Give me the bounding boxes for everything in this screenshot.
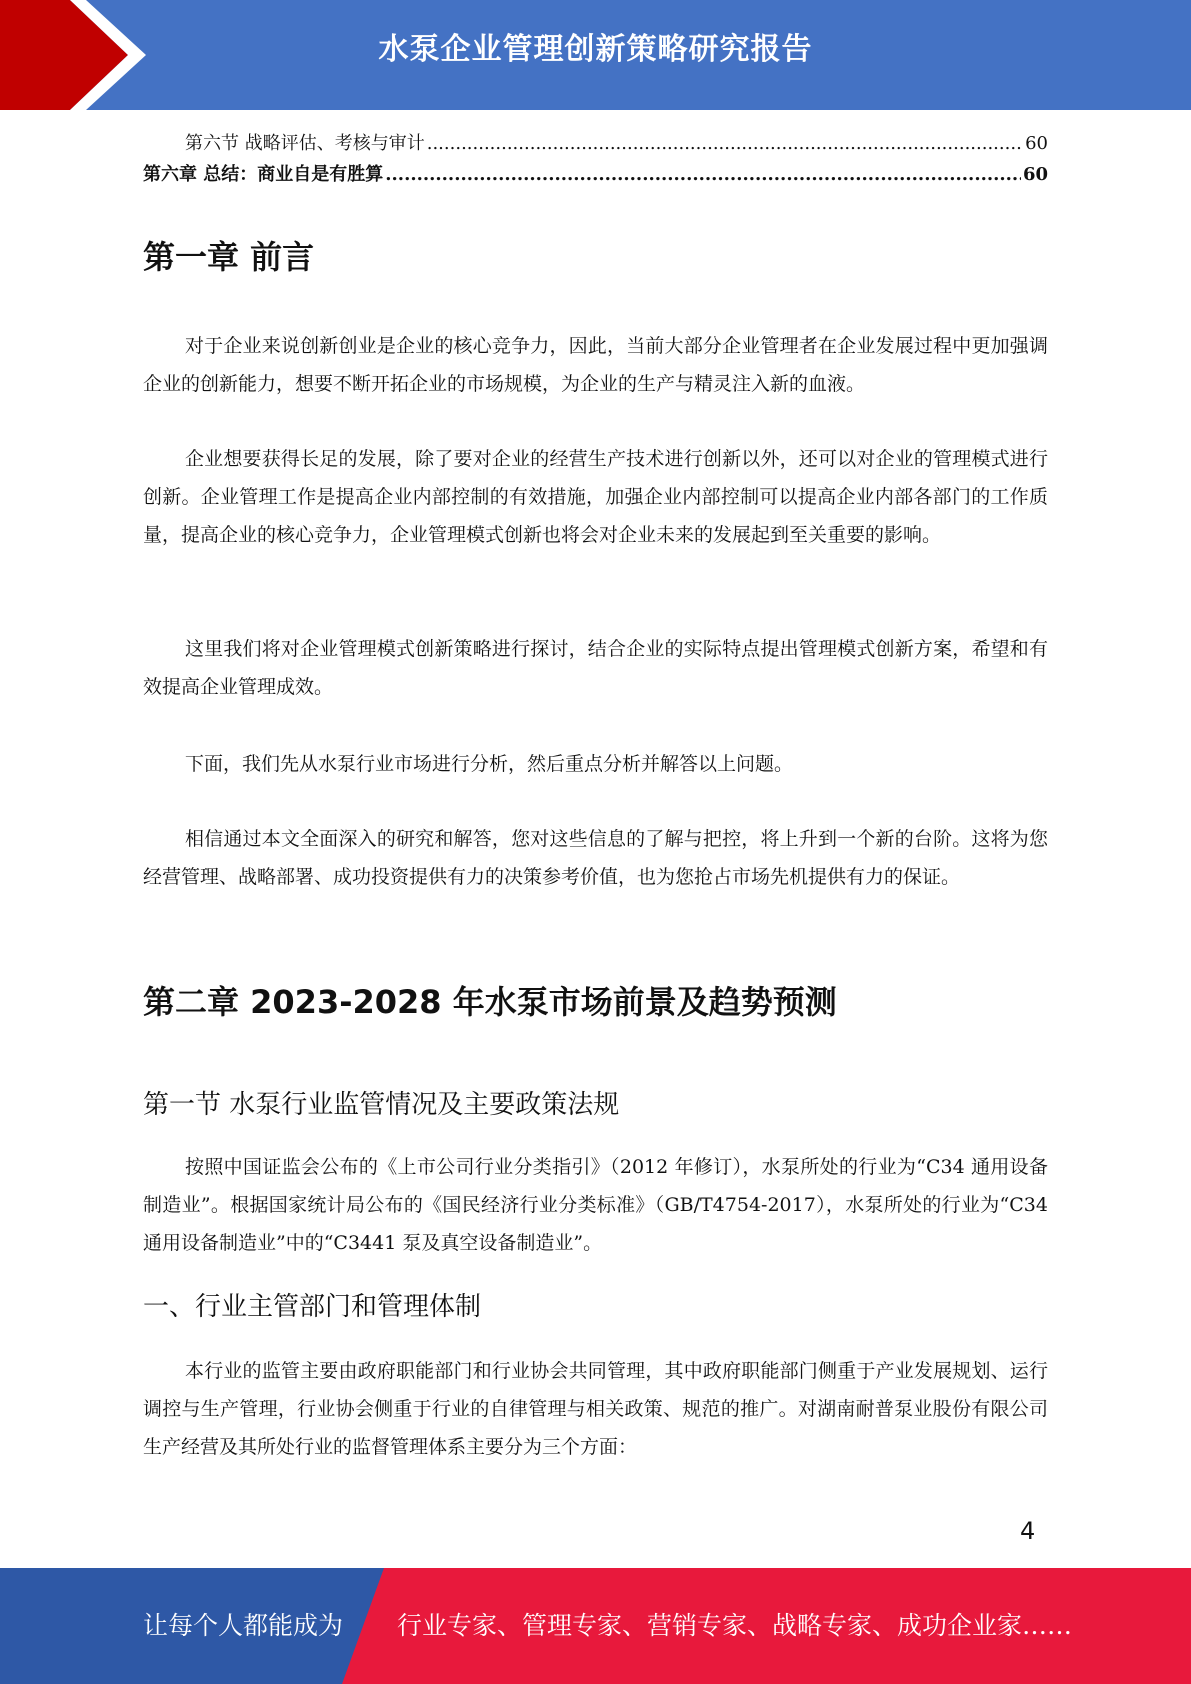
chapter-1-heading: 第一章 前言 xyxy=(143,238,315,276)
paragraph: 下面，我们先从水泵行业市场进行分析，然后重点分析并解答以上问题。 xyxy=(185,753,794,775)
header-title: 水泵企业管理创新策略研究报告 xyxy=(378,32,813,67)
toc-entry[interactable] xyxy=(143,159,1048,190)
section-heading: 第一节 水泵行业监管情况及主要政策法规 xyxy=(143,1090,620,1120)
paragraph: 对于企业来说创新创业是企业的核心竞争力，因此，当前大部分企业管理者在企业发展过程中更加强调企业的创新能力，想要不断开拓企业的市场规模，为企业的生产与精灵注入新的血液。 xyxy=(143,335,1048,395)
paragraph: 企业想要获得长足的发展，除了要对企业的经营生产技术进行创新以外，还可以对企业的管理模式进行创新。企业管理工作是提高企业内部控制的有效措施，加强企业内部控制可以提高企业内部各部门的工作质量，提高企业的核心竞争力，企业管理模式创新也将会对企业未来的发展起到至关重要的影响。 xyxy=(143,448,1048,546)
table-of-contents xyxy=(143,128,1048,190)
footer-slogan-left: 让每个人都能成为 xyxy=(143,1611,344,1640)
page-footer xyxy=(0,1568,1191,1684)
page-number: 4 xyxy=(1020,1517,1036,1545)
toc-entry-page: 60 xyxy=(1022,164,1048,185)
toc-leader-dots xyxy=(385,159,1021,190)
paragraph: 相信通过本文全面深入的研究和解答，您对这些信息的了解与把控，将上升到一个新的台阶。这将为您经营管理、战略部署、成功投资提供有力的决策参考价值，也为您抢占市场先机提供有力的保证。 xyxy=(143,828,1048,888)
page-header xyxy=(0,0,1191,110)
chapter-2-heading: 第二章 2023-2028 年水泵市场前景及趋势预测 xyxy=(143,983,837,1021)
footer-slogan-right: 行业专家、管理专家、营销专家、战略专家、成功企业家…… xyxy=(397,1611,1073,1640)
toc-entry-page: 60 xyxy=(1025,133,1048,154)
toc-entry-label: 第六节 战略评估、考核与审计 xyxy=(185,133,425,154)
toc-entry-label: 第六章 总结：商业自是有胜算 xyxy=(143,164,384,185)
paragraph: 这里我们将对企业管理模式创新策略进行探讨，结合企业的实际特点提出管理模式创新方案，希望和有效提高企业管理成效。 xyxy=(143,638,1048,698)
paragraph: 本行业的监管主要由政府职能部门和行业协会共同管理，其中政府职能部门侧重于产业发展规划、运行调控与生产管理，行业协会侧重于行业的自律管理与相关政策、规范的推广。对湖南耐普泵业股份有限公司生产经营及其所处行业的监督管理体系主要分为三个方面： xyxy=(143,1360,1048,1458)
toc-entry[interactable] xyxy=(143,128,1048,159)
subsection-heading: 一、行业主管部门和管理体制 xyxy=(143,1292,482,1322)
paragraph: 按照中国证监会公布的《上市公司行业分类指引》（2012 年修订），水泵所处的行业为“C34 通用设备制造业”。根据国家统计局公布的《国民经济行业分类标准》（GB/T4754-2017），水泵所处的行业为“C34 通用设备制造业”中的“C3441 泵及真空设备制造业”。 xyxy=(143,1156,1048,1254)
toc-leader-dots xyxy=(427,128,1023,159)
